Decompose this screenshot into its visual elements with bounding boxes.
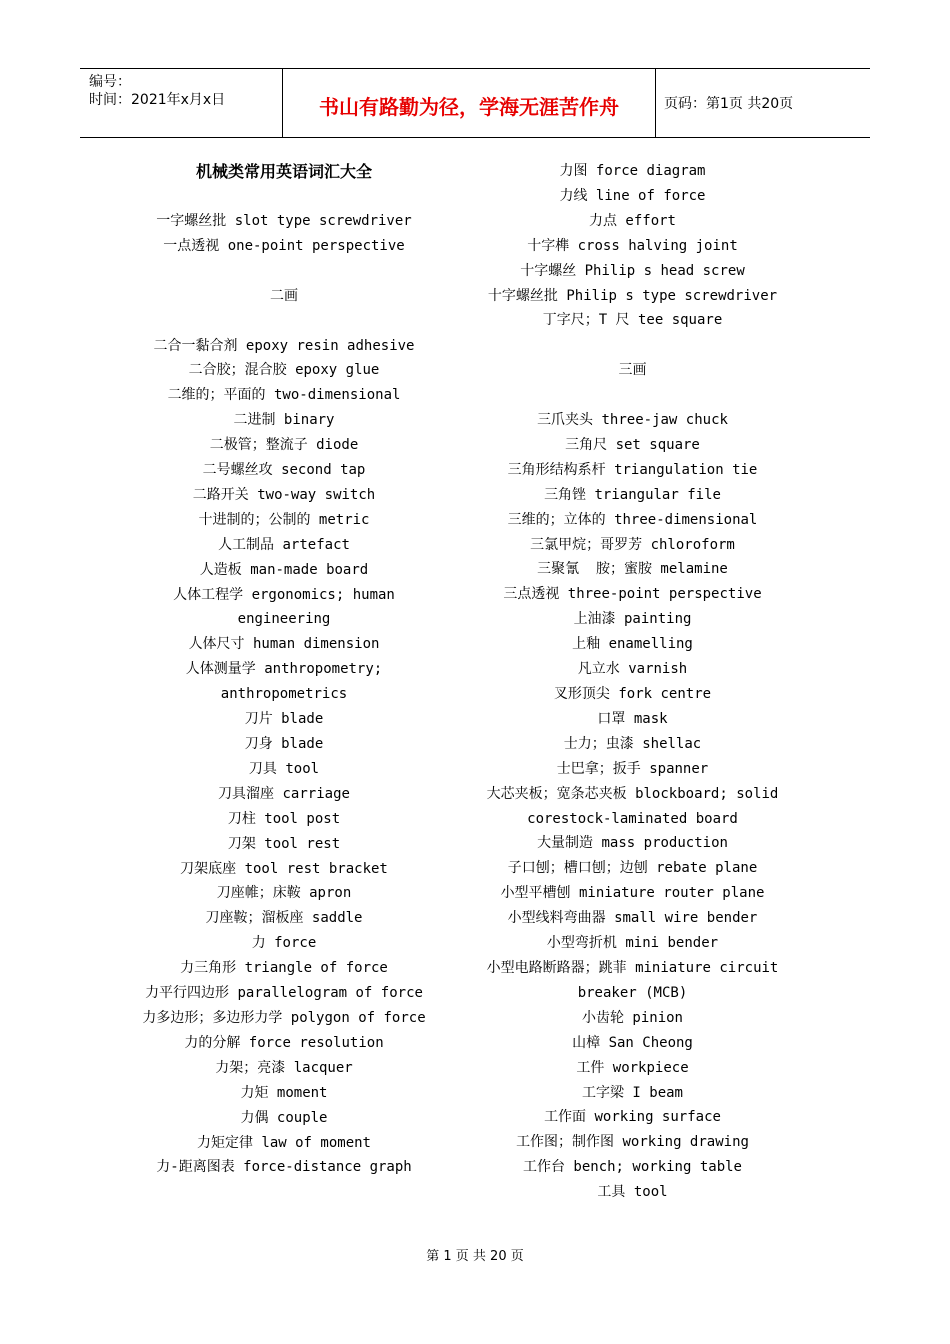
header-meta <box>80 69 283 137</box>
glossary-entry: 力平行四边形 parallelogram of force <box>145 985 423 1002</box>
glossary-entry: 二合胶；混合胶 epoxy glue <box>188 362 380 379</box>
glossary-entry: 力矩 moment <box>240 1084 328 1101</box>
glossary-entry: 丁字尺；T 尺 tee square <box>542 312 723 329</box>
glossary-entry: 一点透视 one-point perspective <box>163 237 405 254</box>
glossary-entry: 刀具溜座 carriage <box>218 785 350 802</box>
glossary-entry: 刀座帷；床鞍 apron <box>216 885 352 902</box>
glossary-entry: 人体尺寸 human dimension <box>188 636 380 653</box>
glossary-entry: 小型线料弯曲器 small wire bender <box>507 910 758 927</box>
glossary-entry: 刀架底座 tool rest bracket <box>180 860 388 877</box>
right-column <box>485 159 787 1205</box>
glossary-entry: 刀柱 tool post <box>227 810 341 827</box>
glossary-entry: 二维的；平面的 two-dimensional <box>167 387 401 404</box>
glossary-entry: 十字榫 cross halving joint <box>527 237 738 254</box>
section-heading-2: 二画 <box>270 287 298 304</box>
glossary-entry: 二进制 binary <box>233 412 335 429</box>
page-header <box>80 68 870 138</box>
glossary-entry: 士力；虫漆 shellac <box>563 735 702 752</box>
glossary-entry: 十字螺丝批 Philip s type screwdriver <box>487 287 778 304</box>
glossary-entry: 力三角形 triangle of force <box>180 960 388 977</box>
glossary-entry: 小齿轮 pinion <box>581 1009 683 1026</box>
page-footer: 第 1 页 共 20 页 <box>426 1249 524 1264</box>
glossary-entry: 工具 tool <box>597 1184 668 1201</box>
glossary-entry: 小型电路断路器；跳菲 miniature circuit breaker (MCB) <box>486 959 787 1001</box>
glossary-entry: 工作图；制作图 working drawing <box>516 1134 749 1151</box>
glossary-entry: 上油漆 painting <box>573 611 692 628</box>
glossary-entry: 三维的；立体的 three-dimensional <box>507 511 758 528</box>
glossary-entry: 小型平槽刨 miniature router plane <box>500 885 765 902</box>
glossary-entry: 二极管；整流子 diode <box>209 437 359 454</box>
glossary-entry: 人体测量学 anthropometry; anthropometrics <box>185 661 391 703</box>
glossary-entry: 力点 effort <box>588 212 676 229</box>
glossary-entry: 力-距离图表 force-distance graph <box>156 1159 412 1176</box>
glossary-entry: 力偶 couple <box>240 1109 328 1126</box>
left-column <box>135 159 433 1180</box>
glossary-entry: 刀片 blade <box>244 711 324 728</box>
glossary-entry: 三角锉 triangular file <box>544 486 721 503</box>
glossary-entry: 力多边形；多边形力学 polygon of force <box>142 1009 426 1026</box>
glossary-entry: 大芯夹板；宽条芯夹板 blockboard; solid corestock-laminated board <box>486 785 787 827</box>
motto-text: 书山有路勤为径，学海无涯苦作舟 <box>319 95 619 119</box>
glossary-entry: 三爪夹头 three-jaw chuck <box>537 412 728 429</box>
glossary-entry: 子口刨；槽口刨；边刨 rebate plane <box>507 860 758 877</box>
glossary-entry: 刀座鞍；溜板座 saddle <box>205 910 363 927</box>
glossary-entry: 二合一黏合剂 epoxy resin adhesive <box>153 337 415 354</box>
right-group-2 <box>485 408 787 1205</box>
glossary-entry: 士巴拿；扳手 spanner <box>556 760 709 777</box>
spacer <box>135 309 433 334</box>
glossary-entry: 力 force <box>251 935 317 952</box>
spacer <box>485 333 780 358</box>
glossary-entry: 一字螺丝批 slot type screwdriver <box>156 213 412 229</box>
glossary-entry: 叉形顶尖 fork centre <box>553 686 712 702</box>
glossary-entry: 力的分解 force resolution <box>184 1034 384 1051</box>
header-page-cell <box>656 69 870 137</box>
spacer <box>485 383 780 408</box>
glossary-entry: 力图 force diagram <box>559 163 706 179</box>
glossary-entry: 十字螺丝 Philip s head screw <box>520 262 745 279</box>
left-group-1 <box>135 209 433 259</box>
glossary-entry: 三聚氰 胺；蜜胺 melamine <box>537 561 728 578</box>
glossary-entry: 刀架 tool rest <box>227 835 341 852</box>
glossary-entry: 力架；亮漆 lacquer <box>215 1059 353 1076</box>
glossary-entry: 凡立水 varnish <box>577 661 688 678</box>
header-motto-cell <box>283 69 656 137</box>
page-info: 页码：第1页 共20页 <box>664 96 794 112</box>
glossary-entry: 力矩定律 law of moment <box>196 1134 371 1151</box>
spacer <box>135 259 433 284</box>
glossary-entry: 刀具 tool <box>248 760 320 777</box>
glossary-entry: 小型弯折机 mini bender <box>546 935 719 952</box>
glossary-entry: 人体工程学 ergonomics; human engineering <box>173 586 404 628</box>
glossary-entry: 工作台 bench; working table <box>522 1159 742 1176</box>
glossary-entry: 二路开关 two-way switch <box>192 486 376 503</box>
glossary-entry: 工件 workpiece <box>576 1059 689 1076</box>
glossary-entry: 十进制的；公制的 metric <box>198 511 370 528</box>
glossary-entry: 刀身 blade <box>244 736 324 752</box>
date-label: 时间：2021年x月x日 <box>89 92 226 108</box>
glossary-entry: 三角尺 set square <box>565 436 700 453</box>
glossary-entry: 三点透视 three-point perspective <box>503 586 762 603</box>
number-label: 编号： <box>89 74 131 90</box>
glossary-entry: 口罩 mask <box>597 710 668 727</box>
left-group-2 <box>135 334 433 1181</box>
glossary-entry: 三角形结构系杆 triangulation tie <box>507 461 758 478</box>
glossary-entry: 大量制造 mass production <box>537 835 728 852</box>
glossary-entry: 二号螺丝攻 second tap <box>202 462 366 479</box>
glossary-entry: 山樟 San Cheong <box>572 1034 693 1051</box>
glossary-entry: 工字梁 I beam <box>581 1084 683 1101</box>
glossary-entry: 工作面 working surface <box>544 1109 721 1126</box>
glossary-entry: 力线 line of force <box>559 187 706 204</box>
glossary-entry: 人造板 man-made board <box>199 561 369 578</box>
right-group-1 <box>485 159 780 333</box>
glossary-entry: 上釉 enamelling <box>572 636 693 653</box>
glossary-entry: 人工制品 artefact <box>218 536 350 553</box>
document-title: 机械类常用英语词汇大全 <box>195 162 372 181</box>
glossary-entry: 三氯甲烷；哥罗芳 chloroform <box>530 536 735 553</box>
section-heading-3: 三画 <box>618 362 647 379</box>
